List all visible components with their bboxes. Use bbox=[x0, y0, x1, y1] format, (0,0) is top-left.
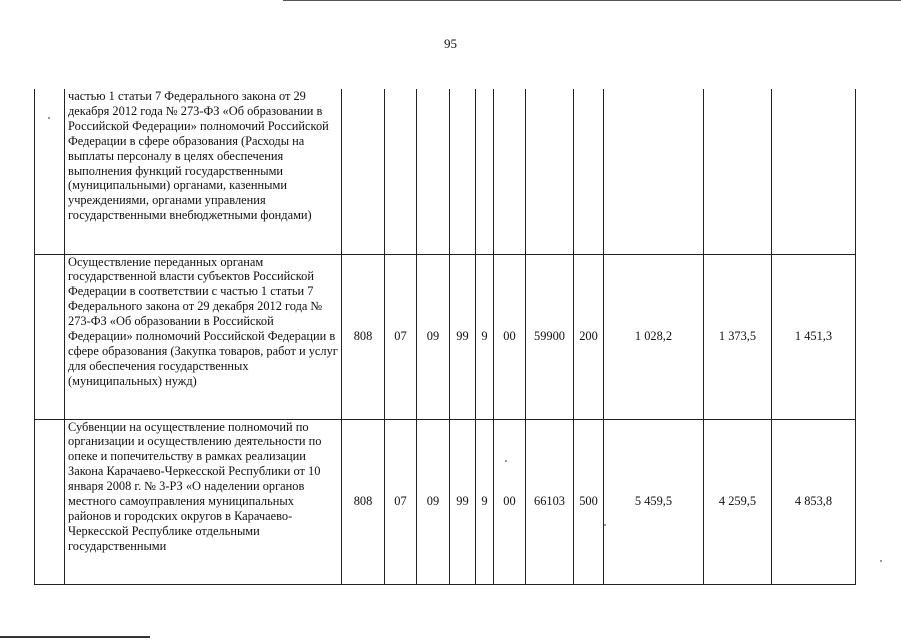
bottom-edge-line bbox=[0, 636, 150, 638]
expense-type-code: 500 bbox=[574, 419, 604, 584]
article-code: 66103 bbox=[526, 419, 574, 584]
row-description: Субвенции на осуществление полномочий по организации и осуществлению деятельности по опеке и попечительству в рамках реализации Закона Карачаево-Черкесской Республики от 10 января 2008 г. № 3-РЗ «О наделении органов местного самоуправления муниципальных районов и городских округов в Карачаево-Черкесской Республике отдельными государственными bbox=[65, 419, 342, 584]
amount-year-2 bbox=[704, 89, 772, 254]
subsection-code bbox=[417, 89, 450, 254]
program-code: 99 bbox=[450, 419, 476, 584]
scan-speck bbox=[505, 460, 507, 462]
program-code bbox=[450, 89, 476, 254]
section-code: 07 bbox=[385, 419, 417, 584]
blank-cell bbox=[35, 254, 65, 419]
subprogram-code bbox=[476, 89, 494, 254]
amount-year-3 bbox=[772, 89, 856, 254]
blank-cell bbox=[35, 419, 65, 584]
direction-code bbox=[494, 89, 526, 254]
top-edge-line bbox=[283, 0, 901, 1]
budget-table bbox=[34, 89, 856, 585]
section-code: 07 bbox=[385, 254, 417, 419]
table-row bbox=[35, 419, 856, 584]
subprogram-code: 9 bbox=[476, 419, 494, 584]
article-code bbox=[526, 89, 574, 254]
amount-year-2: 4 259,5 bbox=[704, 419, 772, 584]
row-description: Осуществление переданных органам государственной власти субъектов Российской Федерации в соответствии с частью 1 статьи 7 Федерального закона от 29 декабря 2012 года № 273-ФЗ «Об образовании в Российской Федерации» полномочий Российской Федерации в сфере образования (Закупка товаров, работ и услуг для обеспечения государственных (муниципальных) нужд) bbox=[65, 254, 342, 419]
subsection-code: 09 bbox=[417, 254, 450, 419]
direction-code: 00 bbox=[494, 419, 526, 584]
article-code: 59900 bbox=[526, 254, 574, 419]
scan-speck bbox=[880, 560, 882, 562]
ministry-code bbox=[342, 89, 385, 254]
direction-code: 00 bbox=[494, 254, 526, 419]
amount-year-1: 1 028,2 bbox=[604, 254, 704, 419]
subsection-code: 09 bbox=[417, 419, 450, 584]
program-code: 99 bbox=[450, 254, 476, 419]
ministry-code: 808 bbox=[342, 419, 385, 584]
expense-type-code: 200 bbox=[574, 254, 604, 419]
scan-speck bbox=[48, 117, 50, 119]
page-number: 95 bbox=[444, 36, 457, 51]
scan-speck bbox=[604, 524, 606, 526]
amount-year-3: 4 853,8 bbox=[772, 419, 856, 584]
ministry-code: 808 bbox=[342, 254, 385, 419]
blank-cell bbox=[35, 89, 65, 254]
row-description: частью 1 статьи 7 Федерального закона от 29 декабря 2012 года № 273-ФЗ «Об образовании в Российской Федерации» полномочий Российской Федерации в сфере образования (Расходы на выплаты персоналу в целях обеспечения выполнения функций государственными (муниципальными) органами, казенными учреждениями, органами управления государственными внебюджетными фондами) bbox=[65, 89, 342, 254]
amount-year-1 bbox=[604, 89, 704, 254]
subprogram-code: 9 bbox=[476, 254, 494, 419]
amount-year-2: 1 373,5 bbox=[704, 254, 772, 419]
expense-type-code bbox=[574, 89, 604, 254]
section-code bbox=[385, 89, 417, 254]
table-row bbox=[35, 89, 856, 254]
amount-year-3: 1 451,3 bbox=[772, 254, 856, 419]
amount-year-1: 5 459,5 bbox=[604, 419, 704, 584]
table-row bbox=[35, 254, 856, 419]
